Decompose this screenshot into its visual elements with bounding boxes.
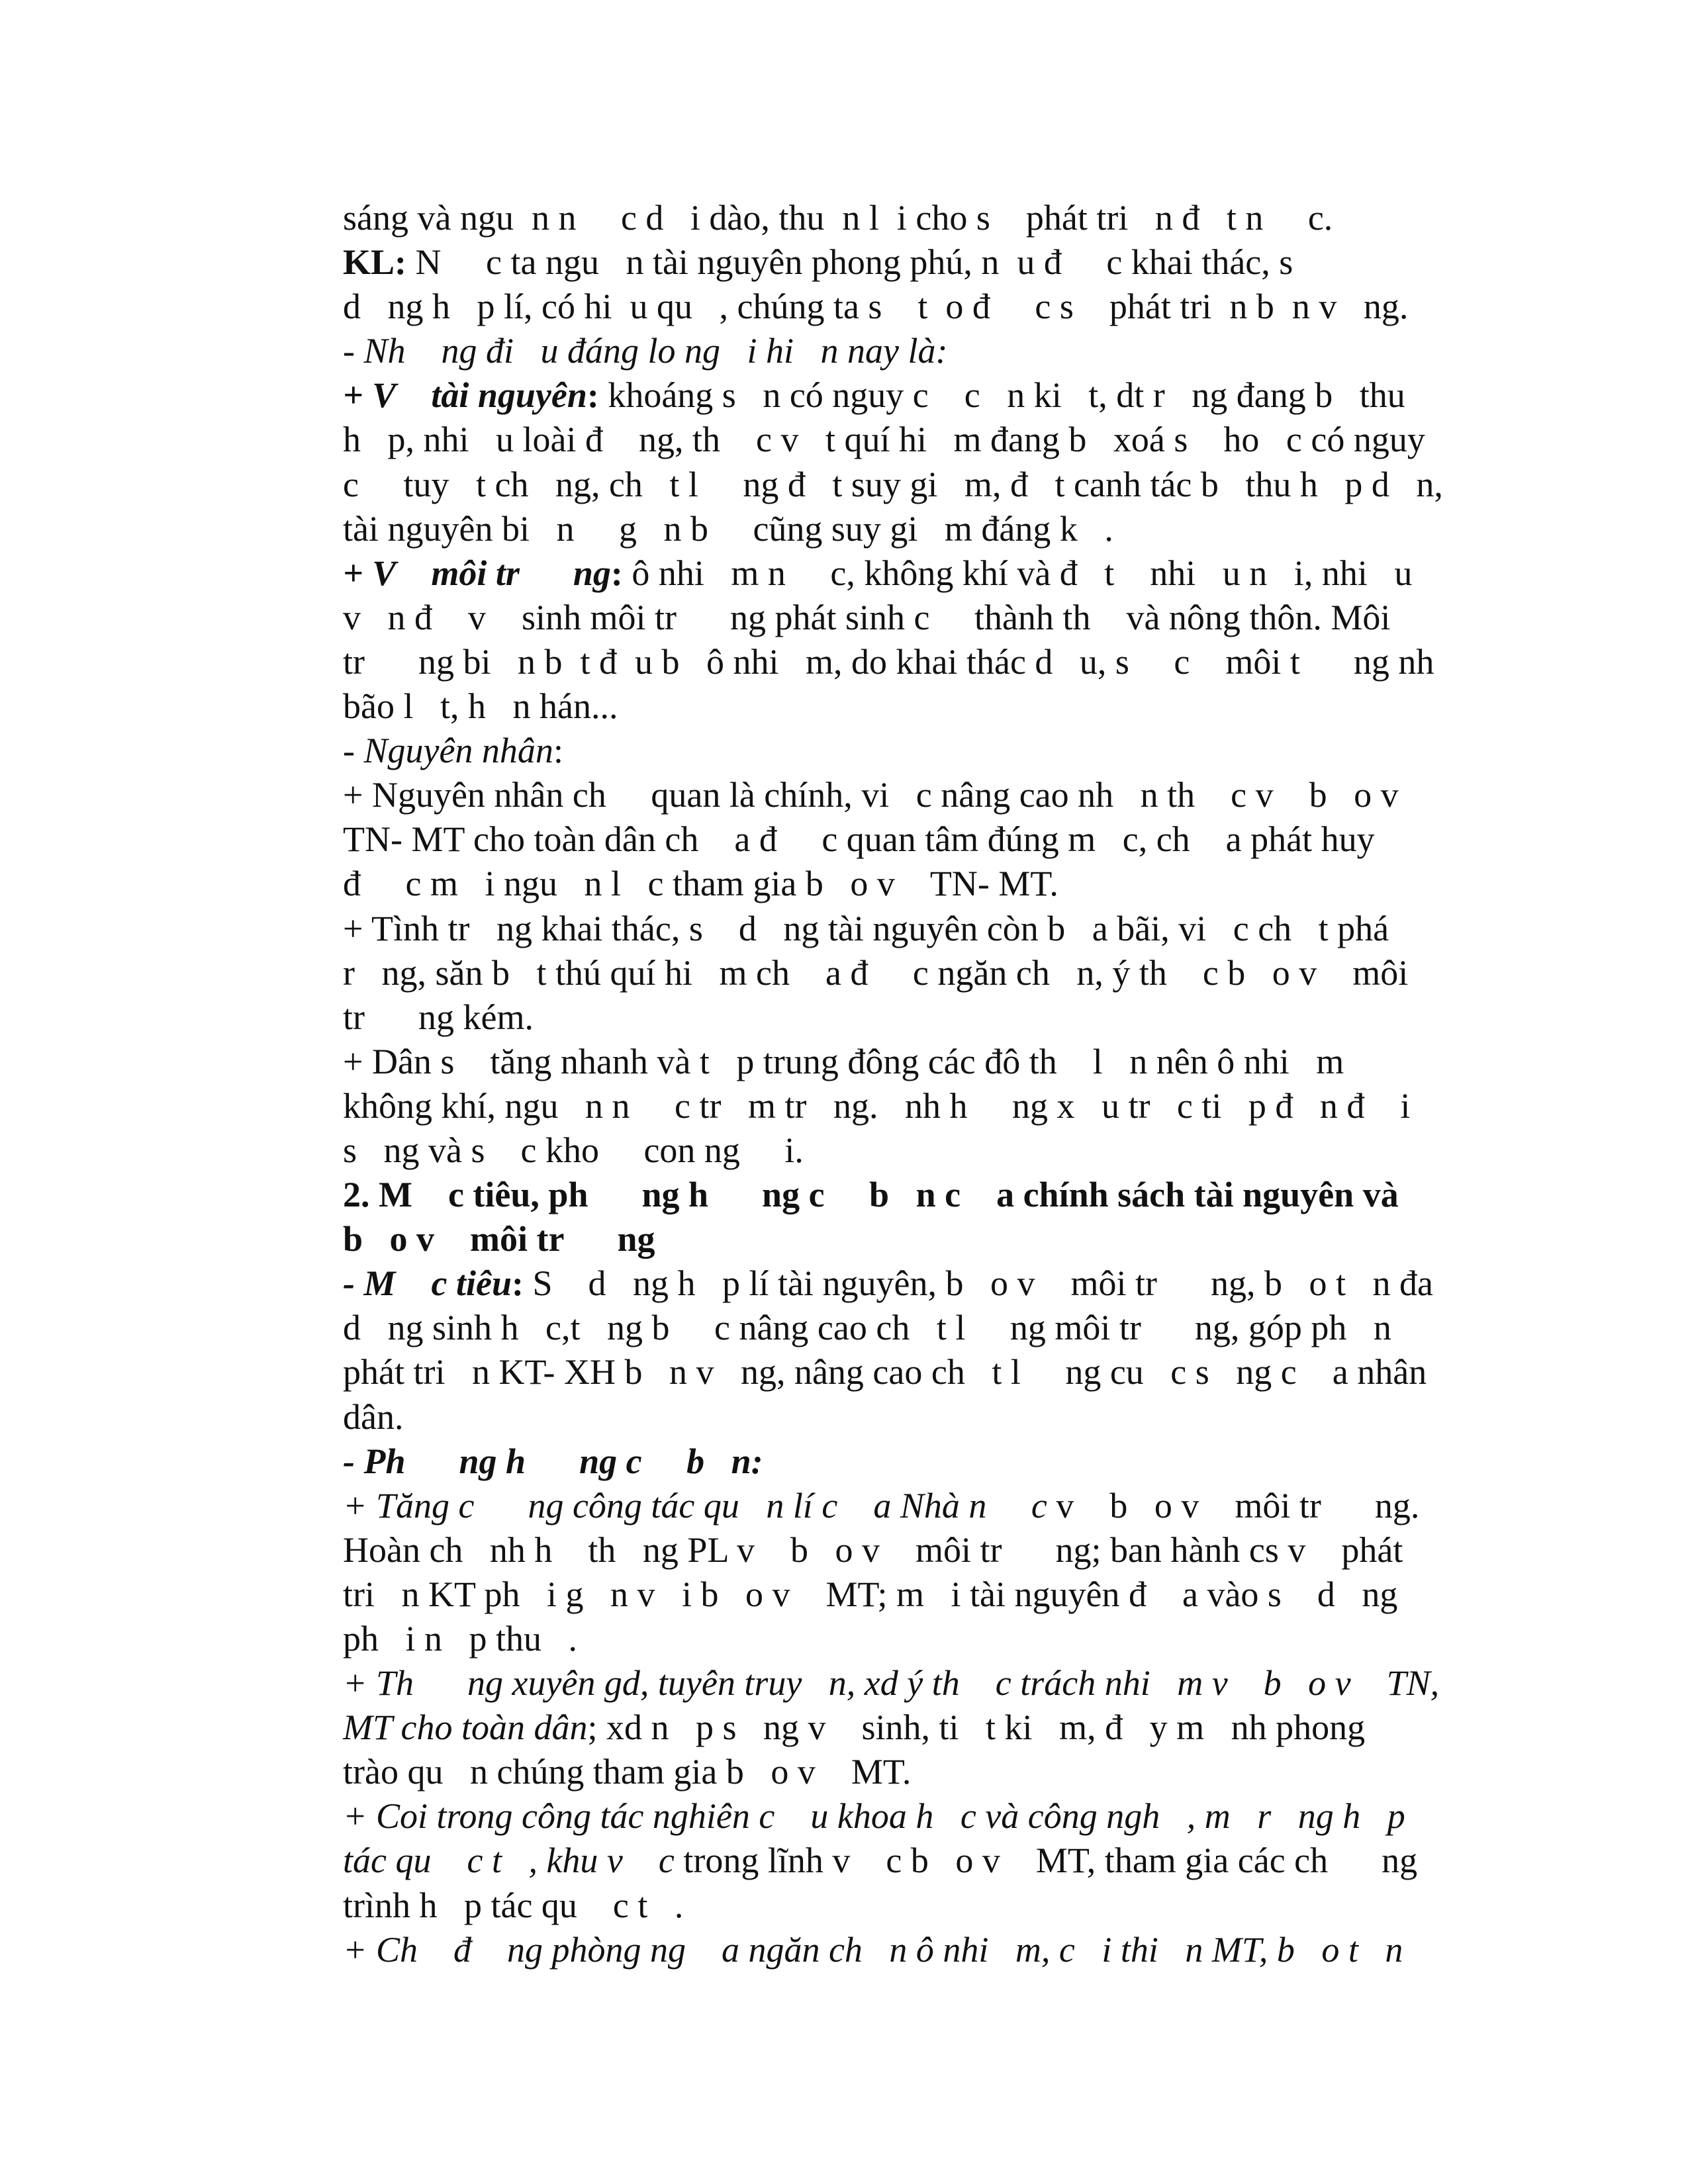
text-run: + Coi trong công tác nghiên c u khoa h c và công ngh , m r ng h p [343,1796,1405,1837]
text-run: c tuy t ch ng, ch t l ng đ t suy gi m, đ t canh tác b thu h p d n, [343,464,1443,504]
text-run: : [586,375,599,416]
text-run: v b o v môi tr ng. [1047,1485,1420,1525]
text-line [343,1750,1429,1794]
text-line [343,684,1429,729]
paragraph-p-direction-3 [343,1794,1429,1927]
text-run: TN- MT cho toàn dân ch a đ c quan tâm đúng m c, ch a phát huy [343,819,1375,860]
text-line [343,1395,1429,1439]
text-run: : [610,553,623,593]
text-run: b o v môi tr ng [343,1219,655,1259]
text-line [343,1040,1429,1084]
paragraph-p-section-2 [343,1173,1429,1261]
text-line [343,1839,1429,1883]
text-line [343,329,1429,373]
text-run: bão l t, h n hán... [343,686,618,727]
text-line [343,1572,1429,1617]
text-line [343,1484,1429,1528]
text-run: ph i n p thu . [343,1619,578,1659]
text-run: s ng và s c kho con ng i. [343,1130,804,1170]
text-run: + Tăng c ng công tác qu n lí c a Nhà n c [343,1485,1047,1525]
text-line [343,817,1429,862]
text-run: : [511,1263,524,1304]
text-run: + Nguyên nhân ch quan là chính, vi c nâng cao nh n th c v b o v [343,775,1399,815]
text-line [343,773,1429,817]
text-line [343,1661,1440,1706]
text-run: S d ng h p lí tài nguyên, b o v môi tr ng, b o t n đa [523,1263,1433,1304]
text-run: - Nh ng đi u đáng lo ng i hi n nay là: [343,331,948,371]
text-line [343,507,1429,551]
text-line [343,1173,1429,1217]
text-line [343,1928,1429,1972]
text-run: đ c m i ngu n l c tham gia b o v TN- MT. [343,864,1058,904]
text-run: - Nguyên nhân [343,731,553,771]
text-line [343,640,1434,684]
text-run: tr ng bi n b t đ u b ô nhi m, do khai thác d u, s c môi t ng nh [343,641,1434,682]
text-line [343,1439,1429,1484]
text-line [343,1350,1429,1394]
text-line [343,1794,1429,1839]
text-run: d ng sinh h c,t ng b c nâng cao ch t l ng môi tr ng, góp ph n [343,1308,1391,1348]
text-run: trình h p tác qu c t . [343,1885,684,1925]
text-line [343,285,1429,329]
text-run: v n đ v sinh môi tr ng phát sinh c thành th và nông thôn. Môi [343,597,1391,637]
text-line [343,463,1443,507]
text-line [343,240,1429,285]
text-line [343,995,1429,1040]
text-run: trào qu n chúng tham gia b o v MT. [343,1752,912,1792]
text-line [343,1128,1429,1173]
paragraph-p-resources [343,373,1443,551]
text-run: : [553,731,563,771]
document-page [343,196,1443,1972]
text-run: tri n KT ph i g n v i b o v MT; m i tài nguyên đ a vào s d ng [343,1574,1398,1614]
text-line [343,907,1429,951]
text-line [343,1617,1429,1661]
text-line [343,729,1429,773]
text-run: tr ng kém. [343,997,534,1037]
paragraph-p-concerns-heading [343,329,1429,373]
text-run: + Tình tr ng khai thác, s d ng tài nguyên còn b a bãi, vi c ch t phá [343,908,1389,948]
text-line [343,1084,1429,1128]
text-run: phát tri n KT- XH b n v ng, nâng cao ch t l ng cu c s ng c a nhân [343,1352,1427,1392]
text-run: + Dân s tăng nhanh và t p trung đông các đô th l n nên ô nhi m [343,1041,1344,1081]
paragraph-p-cause-heading [343,729,1429,773]
paragraph-p-environment [343,551,1434,729]
paragraph-p-direction-1 [343,1484,1429,1661]
text-line [343,1884,1429,1928]
text-line [343,1217,1429,1261]
text-run: KL: [343,242,407,283]
paragraph-p-cause-3 [343,1040,1429,1173]
paragraph-p-direction-4 [343,1928,1429,1972]
text-run: MT cho toàn dân [343,1707,588,1748]
text-line [343,862,1429,906]
text-line [343,373,1429,418]
text-run: ; xd n p s ng v sinh, ti t ki m, đ y m nh phong [587,1707,1366,1748]
text-run: Hoàn ch nh h th ng PL v b o v môi tr ng; ban hành cs v phát [343,1529,1403,1570]
text-run: trong lĩnh v c b o v MT, tham gia các ch ng [674,1841,1418,1881]
text-run: không khí, ngu n n c tr m tr ng. nh h ng x u tr c ti p đ n đ i [343,1085,1411,1126]
paragraph-p-goal [343,1261,1433,1439]
paragraph-p-direction-heading [343,1439,1429,1484]
text-line [343,418,1429,462]
text-run: N c ta ngu n tài nguyên phong phú, n u đ c khai thác, s [406,242,1293,283]
text-run: - M c tiêu [343,1263,512,1304]
text-line [343,951,1429,995]
text-run: dân. [343,1396,404,1437]
text-run: r ng, săn b t thú quí hi m ch a đ c ngăn ch n, ý th c b o v môi [343,952,1409,993]
text-run: - Ph ng h ng c b n: [343,1441,763,1481]
text-run: + V môi tr ng [343,553,611,593]
paragraph-p-cause-1 [343,773,1429,906]
text-run: tác qu c t , khu v c [343,1841,675,1881]
text-run: khoáng s n có nguy c c n ki t, dt r ng đang b thu [598,375,1405,416]
text-run: 2. M c tiêu, ph ng h ng c b n c a chính sách tài nguyên và [343,1175,1399,1215]
paragraph-p-conclusion [343,240,1429,329]
text-line [343,596,1429,640]
text-run: + Ch đ ng phòng ng a ngăn ch n ô nhi m, c i thi n MT, b o t n [343,1929,1403,1970]
text-line [343,1706,1429,1750]
paragraph-p-cause-2 [343,907,1429,1040]
text-run: ô nhi m n c, không khí và đ t nhi u n i, nhi u [622,553,1413,593]
text-run: h p, nhi u loài đ ng, th c v t quí hi m đang b xoá s ho c có nguy [343,420,1425,460]
text-run: tài nguyên bi n g n b cũng suy gi m đáng k . [343,508,1113,549]
text-run: sáng và ngu n n c d i dào, thu n l i cho s phát tri n đ t n c. [343,198,1333,238]
paragraph-p-direction-2 [343,1661,1440,1794]
text-line [343,1306,1429,1350]
text-run: d ng h p lí, có hi u qu , chúng ta s t o đ c s phát tri n b n v ng. [343,287,1409,327]
text-run: + Th ng xuyên gd, tuyên truy n, xd ý th c trách nhi m v b o v TN, [343,1663,1440,1704]
text-line [343,1528,1429,1572]
text-line [343,196,1429,240]
paragraph-p-intro-end [343,196,1429,240]
text-run: + V tài nguyên [343,375,587,416]
text-line [343,551,1429,596]
text-line [343,1261,1433,1306]
